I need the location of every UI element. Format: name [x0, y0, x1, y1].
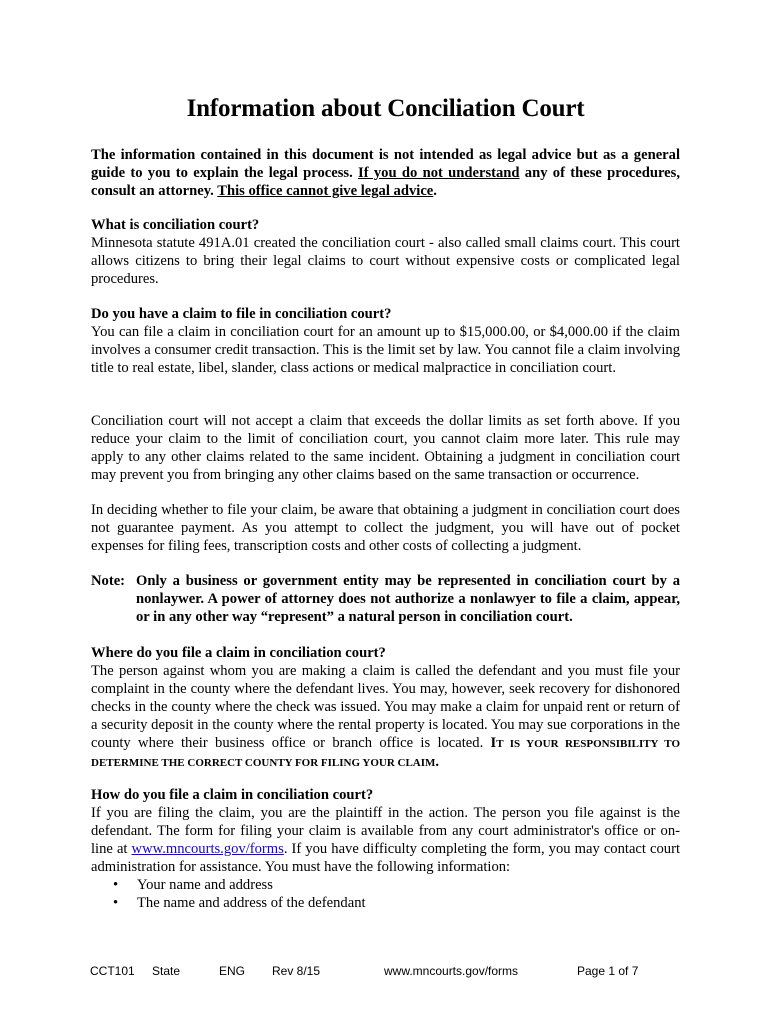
section-where	[91, 644, 680, 772]
forms-link[interactable]: www.mncourts.gov/forms	[131, 841, 284, 857]
page-footer	[0, 964, 770, 980]
limit-paragraph: Conciliation court will not accept a claim that exceeds the dollar limits as set forth above. If you reduce your claim to the limit of conciliation court, you cannot claim more later. This rule may apply to any other claims related to the same incident. Obtaining a judgment in conciliation court may prevent you from bringing any other claims based on the same transaction or occurrence.	[91, 413, 680, 483]
bullet-icon: •	[113, 877, 119, 893]
footer-url[interactable]: www.mncourts.gov/forms	[384, 964, 519, 978]
bullet-icon: •	[113, 895, 119, 911]
footer-form-code: CCT101	[90, 964, 135, 978]
footer-revision: Rev 8/15	[272, 964, 321, 978]
section-heading: What is conciliation court?	[91, 217, 260, 233]
footer-page-number: Page 1 of 7	[577, 964, 639, 978]
footer-jurisdiction: State	[152, 964, 181, 978]
list-item: • Your name and address	[113, 877, 273, 893]
section-what	[91, 216, 680, 288]
note-label: Note:	[91, 573, 126, 589]
note-text: Only a business or government entity may be represented in conciliation court by a nonlaywer. A power of attorney does not authorize a nonlawyer to file a claim, appear, or in any other way “represent” a natural person in conciliation court.	[136, 573, 680, 625]
required-info-list	[91, 876, 680, 912]
responsibility-notice: T IS YOUR RESPONSIBILITY TO DETERMINE THE CORRECT COUNTY FOR FILING YOUR CLAIM	[91, 738, 680, 769]
section-text: If you are filing the claim, you are the plaintiff in the action. The person you file against is the defendant. The form for filing your claim is available from any court administrator's office or on-line at www.mncourts.gov/forms. If you have difficulty completing the form, you may contact court administration for assistance. You must have the following information:	[91, 805, 680, 875]
list-item: • The name and address of the defendant	[113, 895, 366, 911]
deciding-paragraph: In deciding whether to file your claim, be aware that obtaining a judgment in conciliation court does not guarantee payment. As you attempt to collect the judgment, you will have out of pocket expenses for filing fees, transcription costs and other costs of collecting a judgment.	[91, 502, 680, 554]
section-text: You can file a claim in conciliation court for an amount up to $15,000.00, or $4,000.00 if the claim involves a consumer credit transaction. This is the limit set by law. You cannot file a claim involving title to real estate, libel, slander, class actions or medical malpractice in conciliation court.	[91, 324, 680, 376]
section-claim	[91, 305, 680, 377]
section-text: The person against whom you are making a claim is called the defendant and you must file your complaint in the county where the defendant lives. You may, however, seek recovery for dishonored checks in the county where the check was issued. You may make a claim for unpaid rent or return of a security deposit in the county where the rental property is located. You may sue corporations in the county where their business office or branch office is located. IT IS YOUR RESPONSIBILITY TO DETERMINE THE CORRECT COUNTY FOR FILING YOUR CLAIM.	[91, 663, 680, 770]
intro-underline-not-understand: If you do not understand	[358, 165, 520, 181]
footer-language: ENG	[219, 964, 246, 978]
section-heading: Where do you file a claim in conciliation court?	[91, 645, 386, 661]
section-text: Minnesota statute 491A.01 created the conciliation court - also called small claims court. This court allows citizens to bring their legal claims to court without expensive costs or complicated legal procedures.	[91, 235, 680, 287]
intro-disclaimer: The information contained in this document is not intended as legal advice but as a general guide to you to explain the legal process. If you do not understand any of these procedures, consult an attorney. This office cannot give legal advice.	[91, 147, 680, 199]
section-how	[91, 786, 680, 912]
note-block	[91, 572, 680, 626]
page-title: Information about Conciliation Court	[186, 95, 585, 122]
section-heading: How do you file a claim in conciliation court?	[91, 787, 374, 803]
intro-underline-no-legal-advice: This office cannot give legal advice	[217, 183, 434, 199]
section-heading: Do you have a claim to file in conciliation court?	[91, 306, 392, 322]
